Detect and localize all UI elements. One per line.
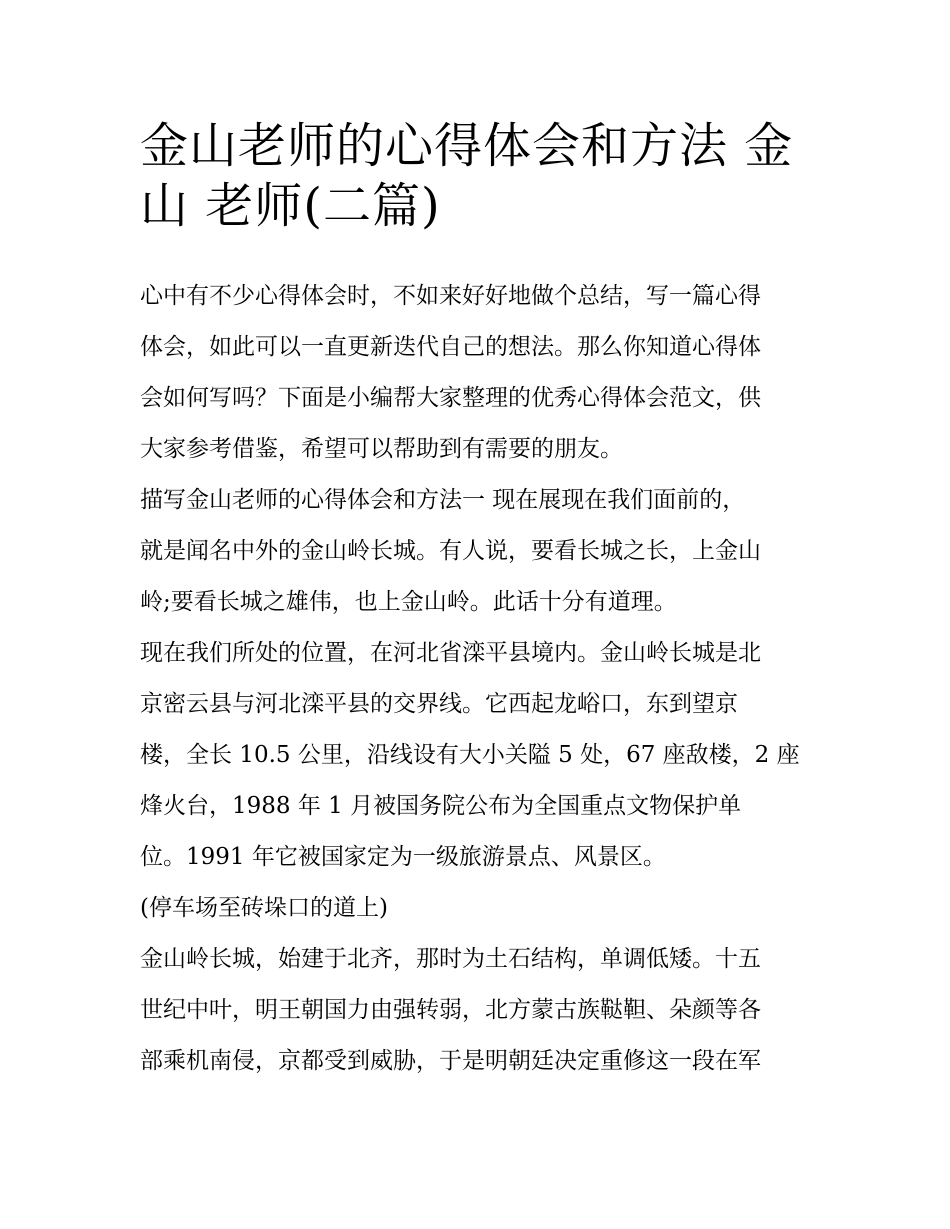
text-line: 位。1991 年它被国家定为一级旅游景点、风景区。 <box>140 844 666 870</box>
text-line: 烽火台，1988 年 1 月被国务院公布为全国重点文物保护单 <box>140 793 742 819</box>
paragraph-location <box>140 628 812 883</box>
document-page <box>140 116 812 1087</box>
text-line: 金山岭长城，始建于北齐，那时为土石结构，单调低矮。十五 <box>140 946 761 972</box>
title-line: 山 老师(二篇) <box>140 178 441 234</box>
text-line: 世纪中叶，明王朝国力由强转弱，北方蒙古族鞑靼、朵颜等各 <box>140 997 761 1023</box>
text-line: 岭;要看长城之雄伟，也上金山岭。此话十分有道理。 <box>140 589 677 615</box>
document-title <box>140 116 812 236</box>
text-line: 心中有不少心得体会时，不如来好好地做个总结，写一篇心得 <box>140 283 761 309</box>
text-line: (停车场至砖垛口的道上) <box>140 895 388 921</box>
text-line: 大家参考借鉴，希望可以帮助到有需要的朋友。 <box>140 436 623 462</box>
text-line: 楼，全长 10.5 公里，沿线设有大小关隘 5 处，67 座敌楼，2 座 <box>140 742 800 768</box>
paragraph-history <box>140 934 812 1087</box>
text-line: 现在我们所处的位置，在河北省滦平县境内。金山岭长城是北 <box>140 640 761 666</box>
text-line: 就是闻名中外的金山岭长城。有人说，要看长城之长，上金山 <box>140 538 761 564</box>
text-line: 体会，如此可以一直更新迭代自己的想法。那么你知道心得体 <box>140 334 761 360</box>
paragraph-intro <box>140 271 812 475</box>
paragraph-section-one <box>140 475 812 628</box>
text-line: 京密云县与河北滦平县的交界线。它西起龙峪口，东到望京 <box>140 691 738 717</box>
title-line: 金山老师的心得体会和方法 金 <box>140 118 794 174</box>
text-line: 描写金山老师的心得体会和方法一 现在展现在我们面前的， <box>140 487 746 513</box>
text-line: 会如何写吗？下面是小编帮大家整理的优秀心得体会范文，供 <box>140 385 761 411</box>
paragraph-note <box>140 883 812 934</box>
document-body <box>140 271 812 1087</box>
text-line: 部乘机南侵，京都受到威胁，于是明朝廷决定重修这一段在军 <box>140 1048 761 1074</box>
